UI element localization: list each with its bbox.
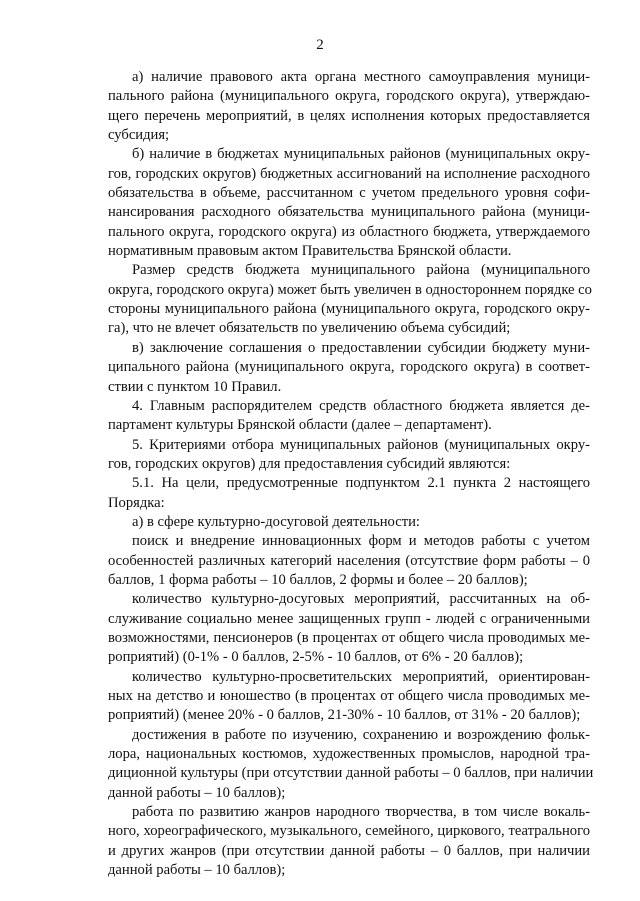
text-line: служивание социально менее защищенных групп - людей с ограниченными (108, 610, 590, 627)
text-line: б) наличие в бюджетах муниципальных районов (муниципальных окру- (132, 146, 590, 163)
text-line: Размер средств бюджета муниципального района (муниципального (132, 262, 590, 279)
paragraph-p3 (108, 261, 590, 338)
text-line: возможностями, пенсионеров (в процентах от общего числа проводимых ме- (108, 629, 590, 646)
text-line: количество культурно-просветительских мероприятий, ориентирован- (132, 668, 590, 685)
page-number: 2 (316, 37, 324, 53)
text-line: количество культурно-досуговых мероприятий, рассчитанных на об- (132, 591, 590, 608)
text-line: обязательства в объеме, рассчитанном с учетом предельного уровня софи- (108, 185, 590, 202)
paragraph-p9 (108, 532, 590, 590)
text-line: га), что не влечет обязательств по увеличению объема субсидий; (108, 320, 511, 337)
text-line: пального округа, городского округа) из областного бюджета, утверждаемого (108, 223, 590, 240)
text-line: данной работы – 10 баллов); (108, 862, 286, 879)
text-line: субсидия; (108, 127, 170, 144)
paragraph-p10 (108, 590, 590, 667)
text-line: особенностей различных категорий населения (отсутствие форм работы – 0 (108, 552, 590, 569)
paragraph-p13 (108, 803, 590, 880)
paragraph-p8 (108, 513, 590, 532)
text-line: 4. Главным распорядителем средств областного бюджета является де- (132, 397, 590, 414)
text-line: партамент культуры Брянской области (далее – департамент). (108, 417, 492, 434)
text-line: и других жанров (при отсутствии данной работы – 0 баллов, при наличии (108, 842, 590, 859)
text-line: пального района (муниципального округа, городского округа), утверждаю- (108, 88, 590, 105)
text-line: баллов, 1 форма работы – 10 баллов, 2 формы и более – 20 баллов); (108, 571, 528, 588)
text-line: щего перечень мероприятий, в целях исполнения которых предоставляется (108, 107, 590, 124)
text-line: ствии с пунктом 10 Правил. (108, 378, 282, 395)
text-line: роприятий) (0-1% - 0 баллов, 2-5% - 10 баллов, от 6% - 20 баллов); (108, 649, 524, 666)
text-line: Порядка: (108, 494, 165, 511)
text-line: нормативным правовым актом Правительства Брянской области. (108, 243, 512, 260)
paragraph-p12 (108, 726, 594, 803)
text-line: округа, городского округа) может быть увеличен в одностороннем порядке со (108, 281, 592, 298)
text-line: гов, городских округов) бюджетных ассигнований на исполнение расходного (108, 165, 590, 182)
text-line: нансирования расходного обязательства муниципального района (муници- (108, 204, 590, 221)
text-line: лора, национальных костюмов, художественных промыслов, народной тра- (108, 746, 590, 763)
text-line: ного, хореографического, музыкального, семейного, циркового, театрального (108, 823, 590, 840)
text-line: стороны муниципального района (муниципального округа, городского окру- (108, 301, 590, 318)
text-line: работа по развитию жанров народного творчества, в том числе вокаль- (132, 804, 590, 821)
paragraph-p4 (108, 339, 590, 397)
text-line: роприятий) (менее 20% - 0 баллов, 21-30% - 10 баллов, от 31% - 20 баллов); (108, 707, 581, 724)
text-line: 5.1. На цели, предусмотренные подпунктом 2.1 пункта 2 настоящего (132, 475, 590, 492)
text-line: в) заключение соглашения о предоставлении субсидии бюджету муни- (132, 339, 590, 356)
text-line: а) в сфере культурно-досуговой деятельности: (132, 513, 420, 530)
text-line: ных на детство и юношество (в процентах от общего числа проводимых ме- (108, 688, 590, 704)
paragraph-p2 (108, 145, 590, 261)
text-line: диционной культуры (при отсутствии данной работы – 0 баллов, при наличии (108, 765, 594, 782)
text-line: а) наличие правового акта органа местного самоуправления муници- (132, 69, 590, 85)
text-line: гов, городских округов) для предоставления субсидий являются: (108, 455, 511, 472)
paragraph-p11 (108, 668, 590, 726)
text-line: достижения в работе по изучению, сохранению и возрождению фольк- (132, 726, 590, 743)
paragraph-p7 (108, 474, 590, 513)
paragraph-p5 (108, 397, 590, 436)
text-line: ципального района (муниципального округа, городского округа) в соответ- (108, 359, 590, 376)
paragraph-p6 (108, 436, 590, 475)
text-line: 5. Критериями отбора муниципальных районов (муниципальных окру- (132, 436, 590, 453)
text-line: поиск и внедрение инновационных форм и методов работы с учетом (132, 533, 590, 550)
document-body (108, 68, 594, 880)
paragraph-p1 (108, 68, 590, 145)
text-line: данной работы – 10 баллов); (108, 784, 286, 801)
